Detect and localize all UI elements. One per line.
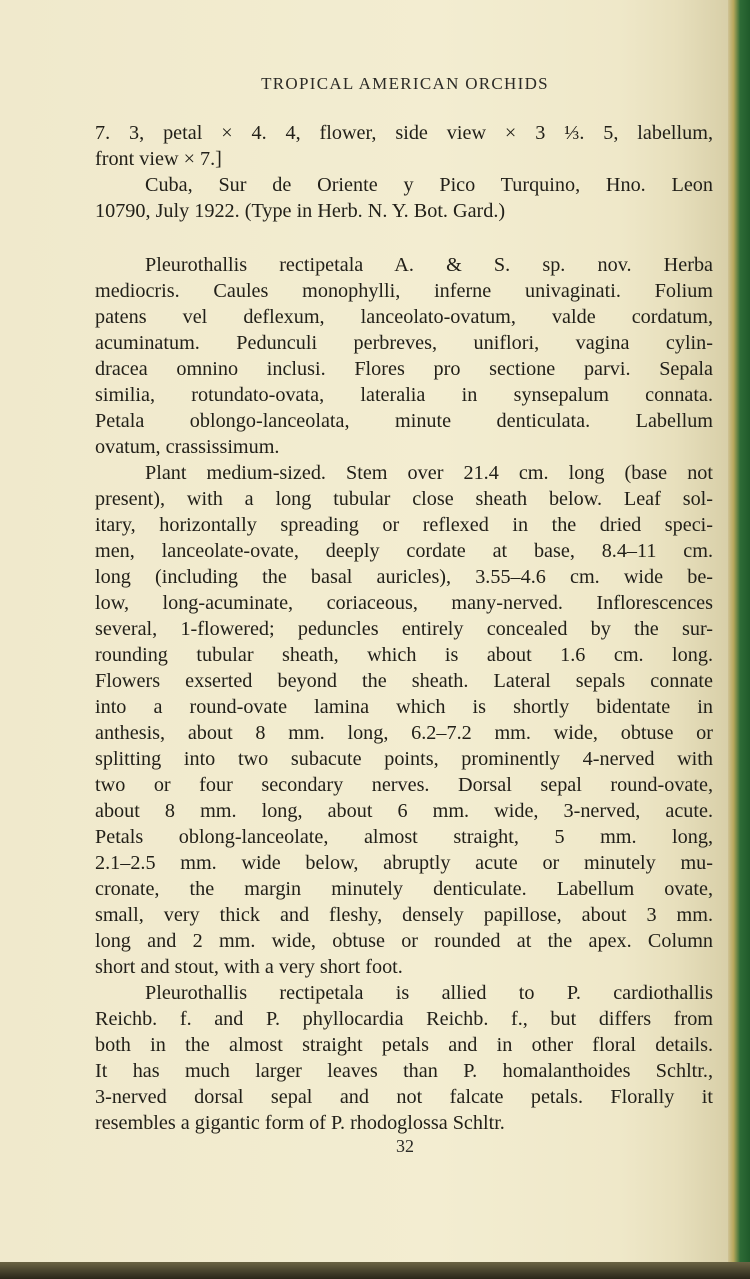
text-line: 7. 3, petal × 4. 4, flower, side view × 3 ⅓. 5, labellum, [95, 122, 713, 144]
text-line: present), with a long tubular close sheath below. Leaf sol- [95, 488, 713, 510]
text-line: itary, horizontally spreading or reflexed in the dried speci- [95, 514, 713, 536]
text-line: patens vel deflexum, lanceolato-ovatum, valde cordatum, [95, 306, 713, 328]
text-line: Plant medium-sized. Stem over 21.4 cm. long (base not [145, 462, 713, 484]
description-paragraph [95, 460, 713, 980]
text-line: low, long-acuminate, coriaceous, many-nerved. Inflorescences [95, 592, 713, 614]
text-line: dracea omnino inclusi. Flores pro sectione parvi. Sepala [95, 358, 713, 380]
text-line: small, very thick and fleshy, densely papillose, about 3 mm. [95, 904, 713, 926]
text-line: Pleurothallis rectipetala A. & S. sp. nov. Herba [145, 254, 713, 276]
text-line: into a round-ovate lamina which is shortly bidentate in [95, 696, 713, 718]
running-head: TROPICAL AMERICAN ORCHIDS [261, 74, 549, 93]
text-line: both in the almost straight petals and in other floral details. [95, 1034, 713, 1056]
text-line: several, 1-flowered; peduncles entirely concealed by the sur- [95, 618, 713, 640]
text-line: about 8 mm. long, about 6 mm. wide, 3-nerved, acute. [95, 800, 713, 822]
text-line: men, lanceolate-ovate, deeply cordate at base, 8.4–11 cm. [95, 540, 713, 562]
type-locality-paragraph [95, 172, 713, 224]
text-line: long (including the basal auricles), 3.55–4.6 cm. wide be- [95, 566, 713, 588]
text-line: Petala oblongo-lanceolata, minute denticulata. Labellum [95, 410, 713, 432]
text-line: Pleurothallis rectipetala is allied to P. cardiothallis [145, 982, 713, 1004]
body-text [95, 120, 713, 1136]
text-line: 2.1–2.5 mm. wide below, abruptly acute or minutely mu- [95, 852, 713, 874]
text-line: long and 2 mm. wide, obtuse or rounded at the apex. Column [95, 930, 713, 952]
text-line: rounding tubular sheath, which is about 1.6 cm. long. [95, 644, 713, 666]
text-line: resembles a gigantic form of P. rhodoglossa Schltr. [95, 1112, 505, 1134]
figure-caption-continuation [95, 120, 713, 172]
text-line: ovatum, crassissimum. [95, 436, 280, 458]
text-line: cronate, the margin minutely denticulate. Labellum ovate, [95, 878, 713, 900]
text-line: similia, rotundato-ovata, lateralia in synsepalum connata. [95, 384, 713, 406]
text-line: Cuba, Sur de Oriente y Pico Turquino, Hno. Leon [145, 174, 713, 196]
discussion-paragraph [95, 980, 713, 1136]
latin-diagnosis-paragraph [95, 252, 713, 460]
text-line: Reichb. f. and P. phyllocardia Reichb. f., but differs from [95, 1008, 713, 1030]
text-line: front view × 7.] [95, 148, 222, 170]
text-line: two or four secondary nerves. Dorsal sepal round-ovate, [95, 774, 713, 796]
page-bottom-shadow [0, 1262, 750, 1279]
text-line: mediocris. Caules monophylli, inferne univaginati. Folium [95, 280, 713, 302]
text-line: anthesis, about 8 mm. long, 6.2–7.2 mm. wide, obtuse or [95, 722, 713, 744]
text-line: acuminatum. Pedunculi perbreves, uniflori, vagina cylin- [95, 332, 713, 354]
text-line: Petals oblong-lanceolate, almost straight, 5 mm. long, [95, 826, 713, 848]
text-line: 10790, July 1922. (Type in Herb. N. Y. Bot. Gard.) [95, 200, 506, 222]
paragraph-gap [95, 224, 713, 252]
text-line: 3-nerved dorsal sepal and not falcate petals. Florally it [95, 1086, 713, 1108]
text-line: short and stout, with a very short foot. [95, 956, 403, 978]
page-number: 32 [396, 1136, 414, 1156]
book-spine-edge [728, 0, 750, 1279]
text-line: It has much larger leaves than P. homalanthoides Schltr., [95, 1060, 713, 1082]
text-line: Flowers exserted beyond the sheath. Lateral sepals connate [95, 670, 713, 692]
text-line: splitting into two subacute points, prominently 4-nerved with [95, 748, 713, 770]
